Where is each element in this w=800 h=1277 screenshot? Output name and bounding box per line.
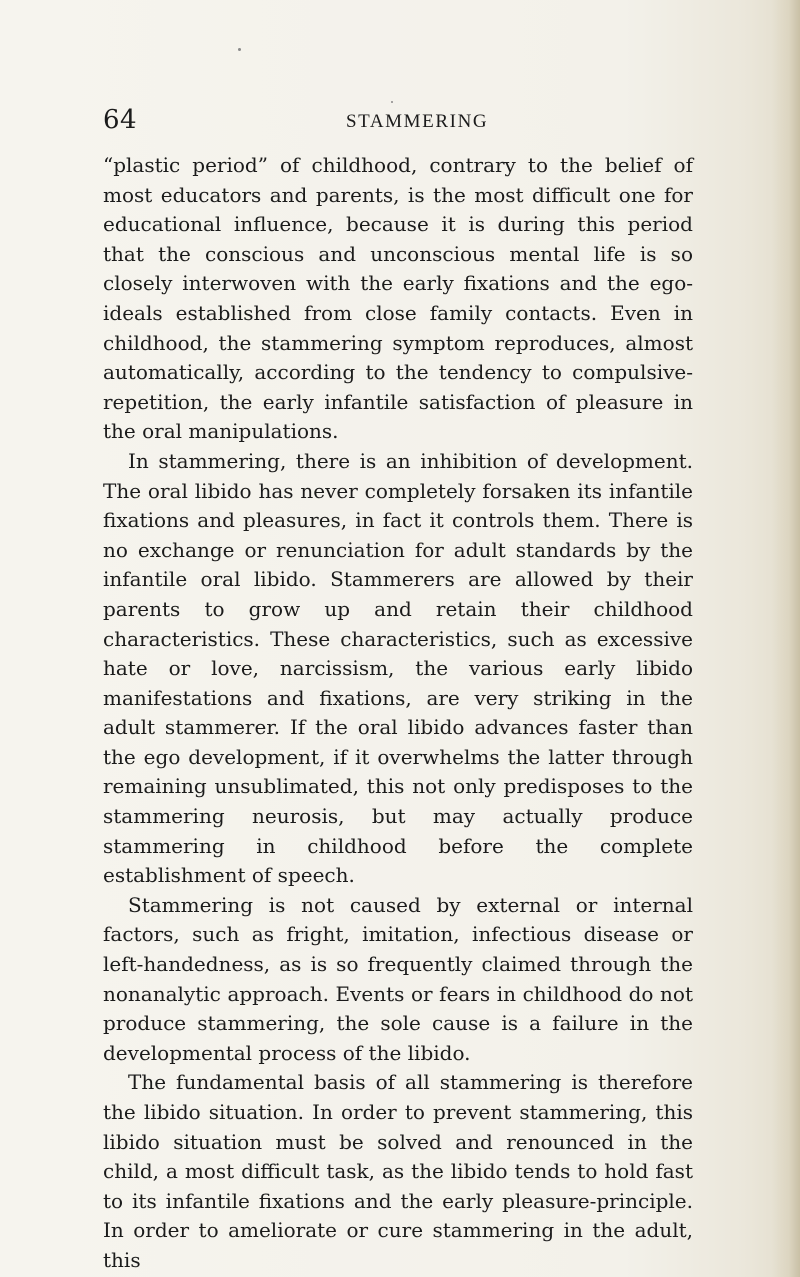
page-number: 64 [103, 105, 138, 135]
paragraph-2: In stammering, there is an inhibition of development. The oral libido has never completely forsaken its infantile fixations and pleasures, in fact it controls them. There is no exchange or renunciation for adult standards by the infantile oral libido. Stammerers are allowed by their parents to grow up and retain their childhood characteristics. These characteristics, such as excessive hate or love, narcissism, the various early libido manifestations and fixations, are very striking in the adult stammerer. If the oral libido advances faster than the ego development, if it overwhelms the latter through remaining unsublimated, this not only predisposes to the stammering neurosis, but may actually produce stammering in childhood before the complete establishment of speech. [103, 448, 693, 888]
paper-speck [238, 48, 241, 51]
paragraph-4: The fundamental basis of all stammering is therefore the libido situation. In order to prevent stammering, this libido situation must be solved and renounced in the child, a most difficult task, as the libido tends to hold fast to its infantile fixations and the early pleasure-principle. In order to ameliorate or cure stammering in the adult, this [103, 1070, 693, 1272]
running-head: STAMMERING [346, 111, 489, 132]
body-text [103, 151, 693, 1276]
page-edge-shadow [772, 0, 800, 1277]
page-header [103, 104, 695, 144]
paragraph-1: “plastic period” of childhood, contrary to the belief of most educators and parents, is the most difficult one for educational influence, because it is during this period that the conscious and unconscious mental life is so closely interwoven with the early fixations and the ego-ideals established from close family contacts. Even in childhood, the stammering symptom reproduces, almost automatically, according to the tendency to compulsive-repetition, the early infantile satisfaction of pleasure in the oral manipulations. [103, 153, 693, 444]
paragraph-3: Stammering is not caused by external or internal factors, such as fright, imitation, infectious disease or left-handedness, as is so frequently claimed through the nonanalytic approach. Events or fears in childhood do not produce stammering, the sole cause is a failure in the developmental process of the libido. [103, 892, 693, 1065]
paper-speck [391, 101, 393, 103]
